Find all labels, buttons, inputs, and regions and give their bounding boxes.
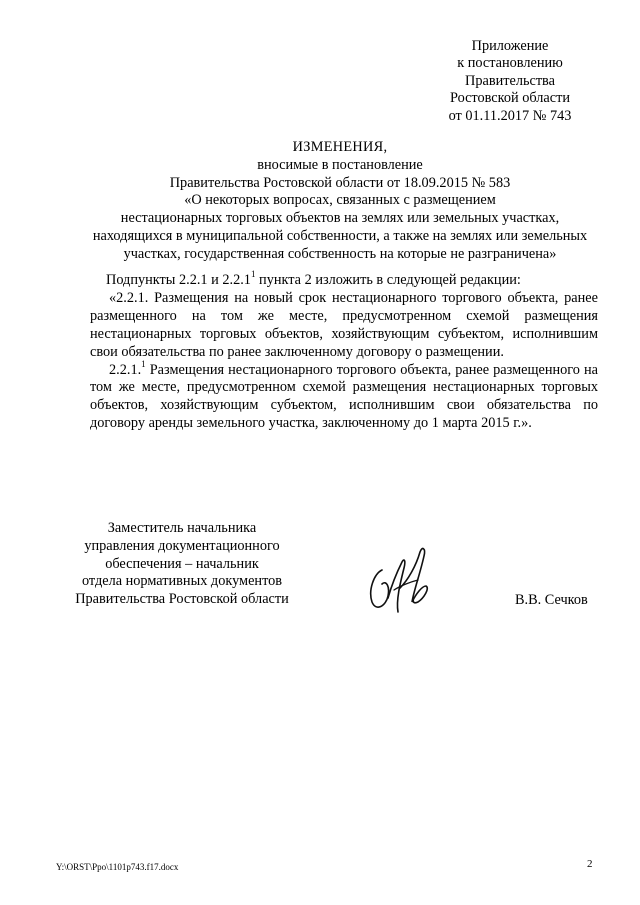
paragraph-2-2-1: «2.2.1. Размещения на новый срок нестационарного торгового объекта, ранее размещенного на том же месте, предусмотренном схемой размещения нестационарных торговых объектов, хозяйствующим субъектом, исполнившим свои обязательства по ранее заключенному договору о размещении. xyxy=(90,289,598,360)
title-line: нестационарных торговых объектов на землях или земельных участках, xyxy=(120,210,560,227)
annex-line: Ростовской области xyxy=(449,90,571,107)
annex-line: Приложение xyxy=(471,38,549,54)
position-line: управления документационного xyxy=(84,537,280,554)
position-line: Заместитель начальника xyxy=(107,520,257,536)
title-line: вносимые в постановление xyxy=(257,156,423,173)
paragraph-2-2-1-1 xyxy=(90,358,598,434)
page-number: 2 xyxy=(587,858,593,870)
paragraph-superscript: 1 xyxy=(141,358,146,369)
document-title xyxy=(90,139,590,264)
title-line: Правительства Ростовской области от 18.09.2015 № 583 xyxy=(169,174,511,191)
intro-text-start: Подпункты 2.2.1 и 2.2.1 xyxy=(106,272,251,288)
annex-line: Правительства xyxy=(465,72,555,89)
position-line: обеспечения – начальник xyxy=(105,555,259,572)
signer-name: В.В. Сечков xyxy=(515,592,588,608)
title-heading: ИЗМЕНЕНИЯ, xyxy=(292,139,388,155)
document-body xyxy=(90,269,598,433)
intro-paragraph xyxy=(90,269,598,290)
title-line: находящихся в муниципальной собственности, а также на землях или земельных xyxy=(92,227,588,244)
annex-line: к постановлению xyxy=(457,55,563,72)
annex-line: от 01.11.2017 № 743 xyxy=(448,107,572,124)
paragraph-text: Размещения нестационарного торгового объекта, ранее размещенного на том же месте, предусмотренном схемой размещения нестационарных торговых объектов, хозяйствующим субъектом, исполнившим свои обязательства по договору аренды земельного участка, заключенному до 1 марта 2015 г.». xyxy=(90,361,598,432)
position-line: отдела нормативных документов xyxy=(81,573,283,590)
handwritten-signature xyxy=(360,540,440,620)
position-line: Правительства Ростовской области xyxy=(75,591,289,608)
annex-header xyxy=(420,38,600,125)
title-line: «О некоторых вопросах, связанных с размещением xyxy=(184,192,496,209)
paragraph-number: 2.2.1. xyxy=(109,361,142,378)
signatory-position xyxy=(56,520,308,609)
footer-file-path: Y:\ORST\Ppo\1101p743.f17.docx xyxy=(56,862,179,872)
intro-superscript: 1 xyxy=(250,269,256,280)
intro-text-end: пункта 2 изложить в следующей редакции: xyxy=(255,272,521,288)
title-line: участках, государственная собственность на которые не разграничена» xyxy=(123,245,557,262)
